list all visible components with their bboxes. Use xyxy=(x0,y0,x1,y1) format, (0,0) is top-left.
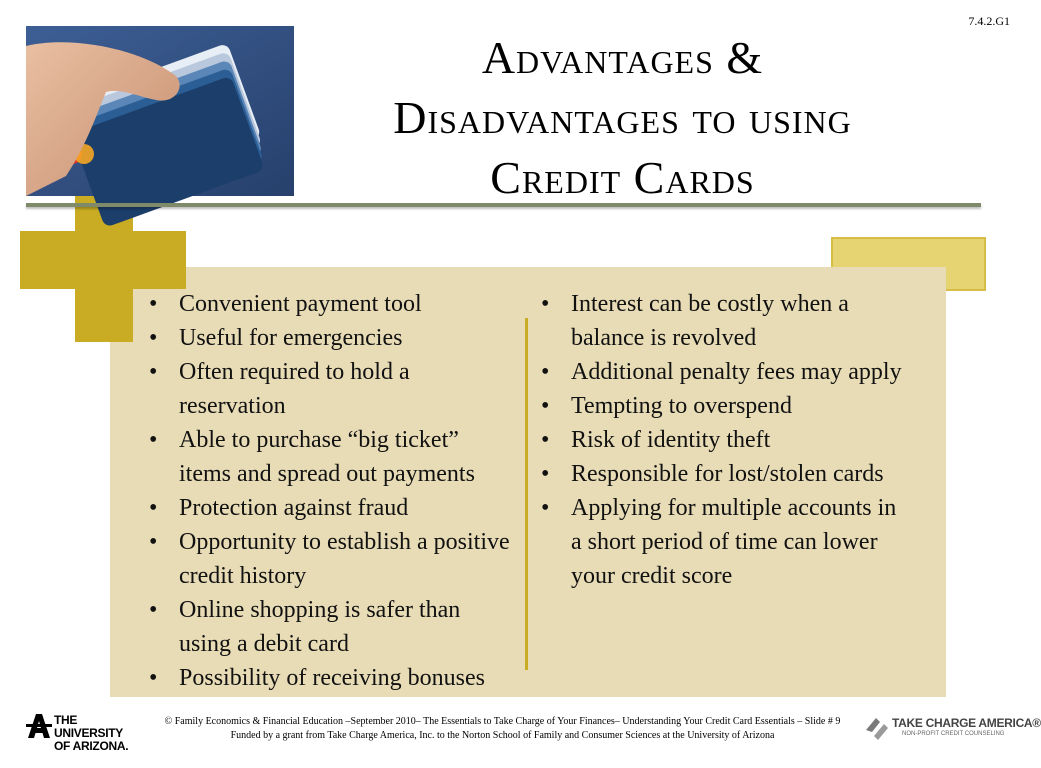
list-item: • Often required to hold a reservation xyxy=(145,355,515,423)
slide-title xyxy=(290,28,955,208)
credit-cards-photo xyxy=(26,26,294,196)
take-charge-america-icon xyxy=(864,714,890,742)
advantages-list xyxy=(145,287,515,695)
list-item: • Able to purchase “big ticket” items and spread out payments xyxy=(145,423,515,491)
tca-logo-tagline: NON-PROFIT CREDIT COUNSELING xyxy=(902,731,1005,737)
list-item: • Applying for multiple accounts in a short period of time can lower your credit score xyxy=(537,491,907,593)
slide-id: 7.4.2.G1 xyxy=(968,14,1010,28)
footer-line-1: © Family Economics & Financial Education –September 2010– The Essentials to Take Charge of Your Finances– Understanding Your Credit Card Essentials – Slide # 9 xyxy=(164,716,841,727)
list-item: • Additional penalty fees may apply xyxy=(537,355,907,389)
list-item: • Responsible for lost/stolen cards xyxy=(537,457,907,491)
arizona-a-icon xyxy=(26,712,52,740)
plus-overlay-horizontal xyxy=(110,267,186,289)
list-item: • Protection against fraud xyxy=(145,491,515,525)
take-charge-america-logo xyxy=(864,714,1041,744)
title-line-3: Credit Cards xyxy=(490,152,755,203)
list-item: • Risk of identity theft xyxy=(537,423,907,457)
tca-logo-name: TAKE CHARGE AMERICA® xyxy=(892,716,1041,730)
list-item: • Possibility of receiving bonuses xyxy=(145,661,515,695)
list-item: • Online shopping is safer than using a debit card xyxy=(145,593,515,661)
column-divider xyxy=(525,318,528,670)
list-item: • Useful for emergencies xyxy=(145,321,515,355)
title-line-2: Disadvantages to using xyxy=(393,92,852,143)
footer-line-2: Funded by a grant from Take Charge America, Inc. to the Norton School of Family and Consumer Sciences at the University of Arizona xyxy=(230,730,775,741)
title-line-1: Advantages & xyxy=(481,32,764,83)
university-of-arizona-logo xyxy=(26,712,136,753)
list-item: • Opportunity to establish a positive credit history xyxy=(145,525,515,593)
list-item: • Tempting to overspend xyxy=(537,389,907,423)
disadvantages-list xyxy=(537,287,907,593)
footer-credits xyxy=(140,715,865,743)
list-item: • Convenient payment tool xyxy=(145,287,515,321)
ua-logo-line-2: OF ARIZONA. xyxy=(54,739,129,753)
ua-logo-line-1: THE UNIVERSITY xyxy=(54,713,124,740)
title-divider xyxy=(26,203,981,207)
list-item: • Interest can be costly when a balance is revolved xyxy=(537,287,907,355)
